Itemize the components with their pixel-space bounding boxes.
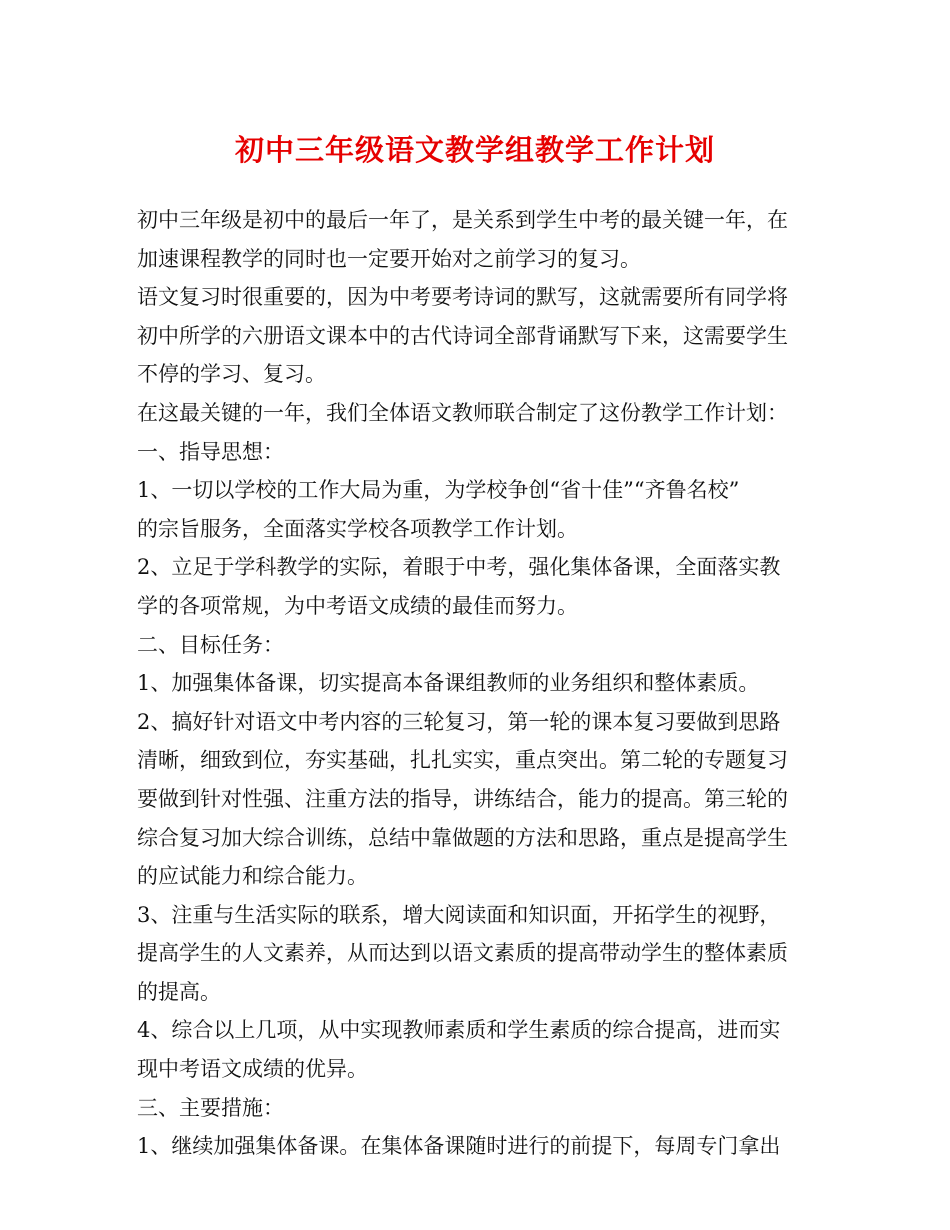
paragraph-line: 不停的学习、复习。 xyxy=(137,362,326,387)
list-item-line: 的宗旨服务，全面落实学校各项教学工作计划。 xyxy=(137,516,578,541)
paragraph-line: 在这最关键的一年，我们全体语文教师联合制定了这份教学工作计划： xyxy=(137,400,788,425)
list-item-line: 学的各项常规，为中考语文成绩的最佳而努力。 xyxy=(137,593,578,618)
section-heading: 三、主要措施： xyxy=(137,1095,284,1120)
list-item-line: 1、继续加强集体备课。在集体备课随时进行的前提下，每周专门拿出 xyxy=(137,1134,781,1159)
document-title: 初中三年级语文教学组教学工作计划 xyxy=(234,133,715,167)
paragraph-line: 语文复习时很重要的，因为中考要考诗词的默写，这就需要所有同学将 xyxy=(137,285,788,310)
document-body xyxy=(137,201,817,1166)
section-heading: 一、指导思想： xyxy=(137,439,284,464)
paragraph-line: 初中所学的六册语文课本中的古代诗词全部背诵默写下来，这需要学生 xyxy=(137,323,788,348)
list-item-line: 1、加强集体备课，切实提高本备课组教师的业务组织和整体素质。 xyxy=(137,671,760,696)
list-item-line: 3、注重与生活实际的联系，增大阅读面和知识面，开拓学生的视野， xyxy=(137,902,781,927)
list-item-line: 1、一切以学校的工作大局为重，为学校争创“省十佳”“齐鲁名校” xyxy=(137,478,740,503)
section-heading: 二、目标任务： xyxy=(137,632,284,657)
list-item-line: 提高学生的人文素养，从而达到以语文素质的提高带动学生的整体素质 xyxy=(137,941,788,966)
list-item-line: 要做到针对性强、注重方法的指导，讲练结合，能力的提高。第三轮的 xyxy=(137,786,788,811)
list-item-line: 4、综合以上几项，从中实现教师素质和学生素质的综合提高，进而实 xyxy=(137,1018,781,1043)
list-item-line: 清晰，细致到位，夯实基础，扎扎实实，重点突出。第二轮的专题复习 xyxy=(137,748,788,773)
list-item-line: 的提高。 xyxy=(137,979,221,1004)
list-item-line: 的应试能力和综合能力。 xyxy=(137,864,368,889)
list-item-line: 2、立足于学科教学的实际，着眼于中考，强化集体备课，全面落实教 xyxy=(137,555,781,580)
list-item-line: 2、搞好针对语文中考内容的三轮复习，第一轮的课本复习要做到思路 xyxy=(137,709,781,734)
list-item-line: 综合复习加大综合训练，总结中靠做题的方法和思路，重点是提高学生 xyxy=(137,825,788,850)
list-item-line: 现中考语文成绩的优异。 xyxy=(137,1057,368,1082)
paragraph-line: 加速课程教学的同时也一定要开始对之前学习的复习。 xyxy=(137,246,641,271)
paragraph-line: 初中三年级是初中的最后一年了，是关系到学生中考的最关键一年，在 xyxy=(137,208,788,232)
